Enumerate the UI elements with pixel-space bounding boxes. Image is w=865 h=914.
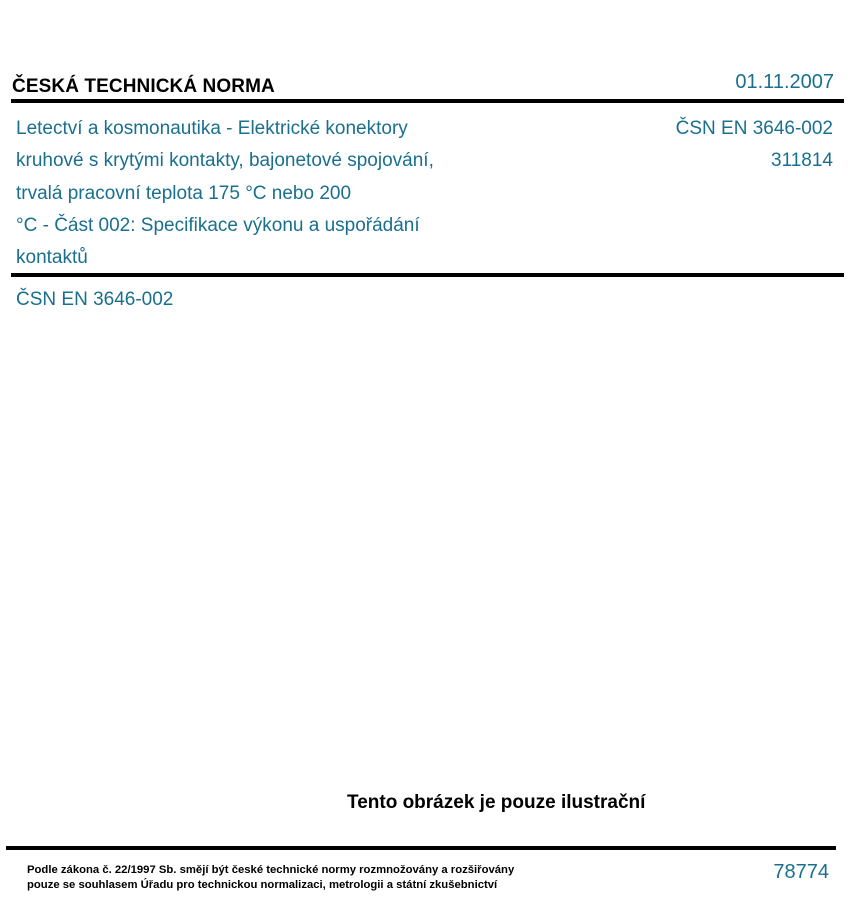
legal-notice-line: Podle zákona č. 22/1997 Sb. smějí být české technické normy rozmnožovány a rozšiřovány xyxy=(27,864,515,876)
illustrative-notice: Tento obrázek je pouze ilustrační xyxy=(347,792,646,813)
legal-notice-line: pouze se souhlasem Úřadu pro technickou normalizaci, metrologii a státní zkušebnictví xyxy=(27,879,498,891)
legal-notice xyxy=(27,863,514,893)
standard-code: ČSN EN 3646-002 xyxy=(675,118,833,139)
publication-date: 01.11.2007 xyxy=(735,71,834,93)
bottom-divider xyxy=(6,846,836,850)
document-title-line: kruhové s krytými kontakty, bajonetové spojování, xyxy=(16,150,434,172)
document-title-line: kontaktů xyxy=(16,247,88,269)
standard-header-title: ČESKÁ TECHNICKÁ NORMA xyxy=(12,76,275,97)
class-number: 311814 xyxy=(771,150,833,172)
document-title-line: Letectví a kosmonautika - Elektrické konektory xyxy=(16,118,408,139)
catalog-number: 78774 xyxy=(773,861,829,883)
top-divider xyxy=(11,99,844,103)
document-title-line: °C - Část 002: Specifikace výkonu a uspořádání xyxy=(16,214,420,236)
standard-reference: ČSN EN 3646-002 xyxy=(16,289,174,310)
document-codes xyxy=(676,113,833,178)
middle-divider xyxy=(11,273,844,277)
document-title-line: trvalá pracovní teplota 175 °C nebo 200 xyxy=(16,182,352,204)
document-title xyxy=(16,113,506,274)
